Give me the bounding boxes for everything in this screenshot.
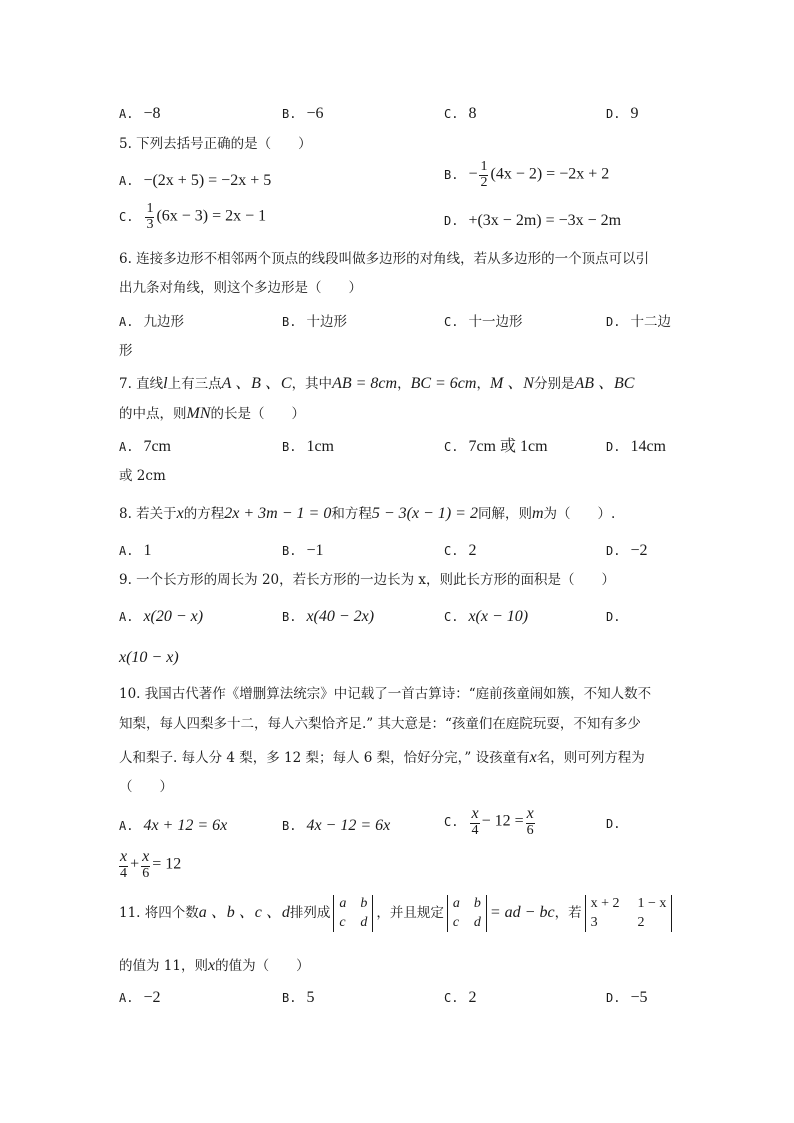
q6-option-d: D. 十二边 — [606, 314, 671, 330]
q11-stem-line2: 的值为 11，则x的值为（ ） — [119, 957, 310, 974]
fraction: $\frac{x}{4}$ — [471, 805, 479, 838]
determinant-definition: a b c d — [447, 895, 487, 932]
fraction: $\frac{x}{6}$ — [142, 848, 150, 881]
q7-stem-line2: 的中点，则MN的长是（ ） — [119, 405, 305, 422]
q11-option-d: D. −5 — [606, 989, 648, 1006]
q7-stem-line1: 7. 直线l上有三点A 、B 、C，其中AB = 8cm，BC = 6cm，M 、N分别是AB 、BC — [119, 375, 635, 392]
q9-option-c: C. x(x − 10) — [444, 608, 529, 625]
q8-option-a: A. 1 — [119, 542, 152, 559]
q6-option-c: C. 十一边形 — [444, 314, 523, 330]
q4-option-a: A. −8 — [119, 105, 161, 122]
fraction: $\frac{x}{4}$ — [120, 848, 128, 881]
q9-stem: 9. 一个长方形的周长为 20，若长方形的一边长为 x，则此长方形的面积是（ ） — [119, 572, 616, 588]
q5-option-a: A. −(2x + 5) = −2x + 5 — [119, 172, 272, 189]
q8-stem: 8. 若关于x的方程2x + 3m − 1 = 0和方程5 − 3(x − 1) = 2同解，则m为（ ）. — [119, 505, 616, 522]
q11-option-c: C. 2 — [444, 989, 477, 1006]
q9-option-a: A. x(20 − x) — [119, 608, 204, 625]
q7-option-c: C. 7cm 或 1cm — [444, 438, 548, 455]
q6-stem-line2: 出九条对角线，则这个多边形是（ ） — [119, 280, 362, 296]
q10-option-a: A. 4x + 12 = 6x — [119, 817, 228, 834]
q6-stem-line1: 6. 连接多边形不相邻两个顶点的线段叫做多边形的对角线，若从多边形的一个顶点可以引 — [119, 251, 650, 267]
q10-stem-line2: 知梨，每人四梨多十二，每人六梨恰齐足.” 其大意是：“孩童们在庭院玩耍，不知有多少 — [119, 716, 641, 732]
q4-option-d: D. 9 — [606, 105, 639, 122]
q7-option-b: B. 1cm — [282, 438, 334, 455]
q11-option-b: B. 5 — [282, 989, 315, 1006]
q10-option-c: C. $\frac{x}{4}$ − 12 = $\frac{x}{6}$ — [444, 805, 534, 838]
q7-option-d-wrap: 或 2cm — [119, 468, 166, 484]
q6-option-b: B. 十边形 — [282, 314, 347, 330]
q4-option-b: B. −6 — [282, 105, 324, 122]
q5-option-d: D. +(3x − 2m) = −3x − 2m — [444, 212, 622, 229]
determinant-given: x + 2 1 − x 3 2 — [585, 895, 673, 932]
q9-option-d-wrap: x(10 − x) — [119, 649, 179, 666]
determinant-template: a b c d — [333, 895, 373, 932]
q10-option-d-wrap: $\frac{x}{4}$ + $\frac{x}{6}$ = 12 — [120, 848, 182, 881]
q8-option-c: C. 2 — [444, 542, 477, 559]
fraction: $\frac{x}{6}$ — [526, 805, 534, 838]
q6-option-d-wrap: 形 — [119, 343, 133, 359]
q7-option-d: D. 14cm — [606, 438, 666, 455]
q9-option-b: B. x(40 − 2x) — [282, 608, 375, 625]
q4-option-c: C. 8 — [444, 105, 477, 122]
fraction: $\frac{1}{3}$ — [146, 201, 154, 232]
q5-stem: 5. 下列去括号正确的是（ ） — [119, 136, 312, 152]
q10-option-d: D. — [606, 817, 621, 831]
q8-option-d: D. −2 — [606, 542, 648, 559]
q10-stem-line4: （ ） — [119, 779, 173, 795]
q6-option-a: A. 九边形 — [119, 314, 184, 330]
q7-option-a: A. 7cm — [119, 438, 171, 455]
q10-stem-line1: 10. 我国古代著作《增删算法统宗》中记载了一首古算诗：“庭前孩童闹如簇，不知人数不 — [119, 686, 652, 702]
q11-stem-line1: 11. 将四个数a 、b 、c 、d排列成 a b c d ，并且规定 a b c d = ad − bc，若 x + 2 1 − x 3 2 — [119, 895, 675, 932]
q9-option-d: D. — [606, 610, 621, 624]
q5-option-c: C. $\frac{1}{3}$ (6x − 3) = 2x − 1 — [119, 201, 267, 232]
q11-option-a: A. −2 — [119, 989, 161, 1006]
q10-option-b: B. 4x − 12 = 6x — [282, 817, 391, 834]
q10-stem-line3: 人和梨子. 每人分 4 梨，多 12 梨；每人 6 梨，恰好分完，” 设孩童有x名，则可列方程为 — [119, 749, 645, 766]
q5-option-b: B. − $\frac{1}{2}$ (4x − 2) = −2x + 2 — [444, 159, 610, 190]
q8-option-b: B. −1 — [282, 542, 324, 559]
fraction: $\frac{1}{2}$ — [480, 159, 488, 190]
